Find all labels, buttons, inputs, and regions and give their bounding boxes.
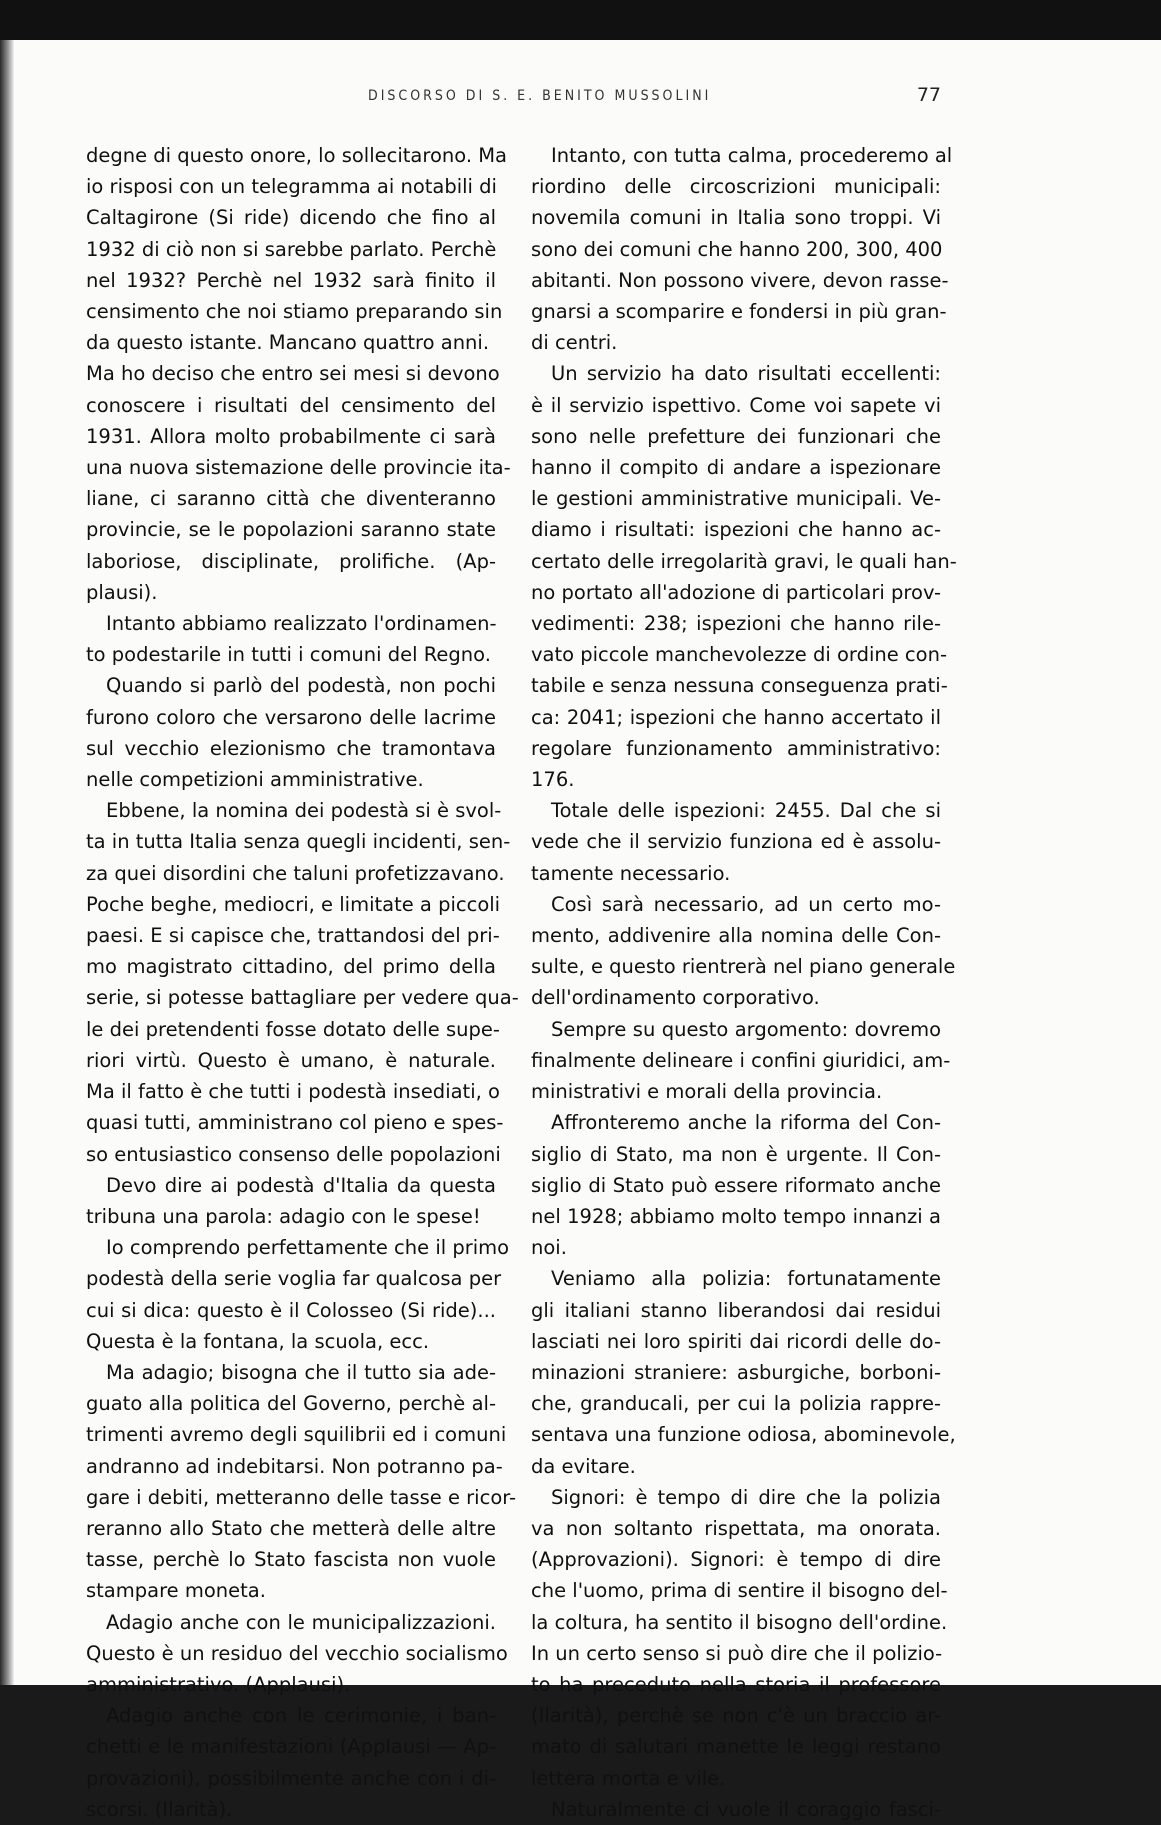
text-line: Un servizio ha dato risultati eccellenti: <box>551 362 941 386</box>
text-line: Intanto abbiamo realizzato l'ordinamen- <box>106 612 497 636</box>
text-line: regolare funzionamento amministrativo: <box>531 736 941 760</box>
text-line: 1931. Allora molto probabilmente ci sarà <box>86 424 496 448</box>
text-line: serie, si potesse battagliare per vedere qua- <box>86 986 519 1010</box>
text-line: siglio di Stato, ma non è urgente. Il Con- <box>531 1142 941 1166</box>
text-line: chetti e le manifestazioni (Applausi — Ap- <box>86 1735 496 1759</box>
text-line: noi. <box>531 1236 567 1260</box>
text-line: di centri. <box>531 331 618 355</box>
text-line: to ha preceduto nella storia il professore <box>531 1672 941 1696</box>
text-line: trimenti avremo degli squilibrii ed i comuni <box>86 1423 507 1447</box>
text-line: andranno ad indebitarsi. Non potranno pa- <box>86 1454 503 1478</box>
text-line: è il servizio ispettivo. Come voi sapete vi <box>531 393 941 417</box>
text-line: mato di salutari manette le leggi restano <box>531 1735 941 1759</box>
text-line: io risposi con un telegramma ai notabili di <box>86 175 497 199</box>
text-line: mo magistrato cittadino, del primo della <box>86 955 496 979</box>
text-line: siglio di Stato può essere riformato anche <box>531 1173 941 1197</box>
text-line: Questo è un residuo del vecchio socialismo <box>86 1641 508 1665</box>
text-line: lasciati nei loro spiriti dai ricordi delle do- <box>531 1329 941 1353</box>
text-line: ca: 2041; ispezioni che hanno accertato il <box>531 705 941 729</box>
scanned-page <box>0 40 1161 1821</box>
text-line: ta in tutta Italia senza quegli incidenti, sen- <box>86 830 511 854</box>
text-line: provincie, se le popolazioni saranno state <box>86 518 496 542</box>
text-line: Ma adagio; bisogna che il tutto sia ade- <box>106 1360 496 1384</box>
text-line: tribuna una parola: adagio con le spese! <box>86 1204 481 1228</box>
text-line: le gestioni amministrative municipali. Ve- <box>531 487 941 511</box>
text-line: riori virtù. Questo è umano, è naturale. <box>86 1048 496 1072</box>
text-line: Caltagirone (Si ride) dicendo che fino al <box>86 206 496 230</box>
text-line: amministrativo. (Applausi). <box>86 1672 351 1696</box>
text-line: 176. <box>531 768 575 792</box>
text-line: sentava una funzione odiosa, abominevole, <box>531 1423 956 1447</box>
text-line: Adagio anche con le municipalizzazioni. <box>106 1610 496 1634</box>
text-line: gnarsi a scomparire e fondersi in più gran- <box>531 300 947 324</box>
text-line: Quando si parlò del podestà, non pochi <box>106 674 496 698</box>
left-text-column <box>86 140 519 1825</box>
text-line: Poche beghe, mediocri, e limitate a piccoli <box>86 892 501 916</box>
text-line: Affronteremo anche la riforma del Con- <box>551 1111 941 1135</box>
text-line: gli italiani stanno liberandosi dai residui <box>531 1298 941 1322</box>
text-line: tabile e senza nessuna conseguenza prati- <box>531 674 948 698</box>
text-line: guato alla politica del Governo, perchè al- <box>86 1392 496 1416</box>
text-line: Io comprendo perfettamente che il primo <box>106 1236 510 1260</box>
text-line: Devo dire ai podestà d'Italia da questa <box>106 1173 496 1197</box>
text-line: tasse, perchè lo Stato fascista non vuole <box>86 1548 496 1572</box>
text-line: reranno allo Stato che metterà delle altre <box>86 1516 496 1540</box>
text-line: finalmente delineare i confini giuridici, am- <box>531 1048 951 1072</box>
text-line: plausi). <box>86 580 158 604</box>
text-line: che l'uomo, prima di sentire il bisogno del- <box>531 1579 948 1603</box>
text-line: Intanto, con tutta calma, procederemo al <box>551 144 953 167</box>
text-line: vede che il servizio funziona ed è assolu- <box>531 830 941 854</box>
text-line: una nuova sistemazione delle provincie ita- <box>86 456 511 480</box>
text-line: ministrativi e morali della provincia. <box>531 1080 883 1104</box>
scan-border <box>0 0 1161 40</box>
text-line: sulte, e questo rientrerà nel piano generale <box>531 955 956 979</box>
text-line: novemila comuni in Italia sono troppi. Vi <box>531 206 941 230</box>
text-line: so entusiastico consenso delle popolazioni <box>86 1142 501 1166</box>
text-line: Ebbene, la nomina dei podestà si è svol- <box>106 799 502 823</box>
text-line: Sempre su questo argomento: dovremo <box>551 1017 941 1041</box>
text-line: laboriose, disciplinate, prolifiche. (Ap- <box>86 549 496 573</box>
text-line: abitanti. Non possono vivere, devon rasse- <box>531 268 949 292</box>
text-line: hanno il compito di andare a ispezionare <box>531 456 941 480</box>
text-line: quasi tutti, amministrano col pieno e spes- <box>86 1111 504 1135</box>
text-line: Adagio anche con le cerimonie, i ban- <box>106 1704 496 1728</box>
text-line: nel 1932? Perchè nel 1932 sarà finito il <box>86 268 496 292</box>
text-line: diamo i risultati: ispezioni che hanno ac- <box>531 518 941 542</box>
text-line: riordino delle circoscrizioni municipali: <box>531 175 941 199</box>
page-number: 77 <box>916 84 941 106</box>
text-line: che, granducali, per cui la polizia rappre- <box>531 1392 941 1416</box>
text-line: lettera morta e vile. <box>531 1766 726 1790</box>
text-line: to podestarile in tutti i comuni del Regno. <box>86 643 491 667</box>
running-head: DISCORSO DI S. E. BENITO MUSSOLINI <box>368 88 712 104</box>
text-line: vato piccole manchevolezze di ordine con- <box>531 643 947 667</box>
text-line: Ma il fatto è che tutti i podestà insediati, o <box>86 1080 500 1104</box>
text-line: censimento che noi stiamo preparando sin <box>86 300 503 324</box>
text-line: Questa è la fontana, la scuola, ecc. <box>86 1329 430 1353</box>
text-line: da questo istante. Mancano quattro anni. <box>86 331 490 355</box>
text-line: Veniamo alla polizia: fortunatamente <box>551 1267 941 1291</box>
text-line: mento, addivenire alla nomina delle Con- <box>531 924 941 948</box>
text-line: conoscere i risultati del censimento del <box>86 393 496 417</box>
text-line: no portato all'adozione di particolari prov- <box>531 580 941 604</box>
text-line: dell'ordinamento corporativo. <box>531 986 820 1010</box>
text-line: liane, ci saranno città che diventeranno <box>86 487 496 511</box>
text-line: Signori: è tempo di dire che la polizia <box>551 1485 941 1509</box>
text-line: sono nelle prefetture dei funzionari che <box>531 424 941 448</box>
text-line: Così sarà necessario, ad un certo mo- <box>551 892 941 916</box>
text-line: da evitare. <box>531 1454 636 1478</box>
text-line: furono coloro che versarono delle lacrime <box>86 705 496 729</box>
text-line: minazioni straniere: asburgiche, borboni- <box>531 1360 941 1384</box>
text-line: paesi. E si capisce che, trattandosi del pri- <box>86 924 500 948</box>
text-line: sono dei comuni che hanno 200, 300, 400 <box>531 237 943 261</box>
text-line: la coltura, ha sentito il bisogno dell'ordine. <box>531 1610 948 1634</box>
text-line: Ma ho deciso che entro sei mesi si devono <box>86 362 500 386</box>
text-line: (Ilarità), perchè se non c'è un braccio ar- <box>531 1704 941 1728</box>
text-line: 1932 di ciò non si sarebbe parlato. Perchè <box>86 237 497 261</box>
text-line: scorsi. (Ilarità). <box>86 1797 233 1821</box>
text-line: za quei disordini che taluni profetizzavano. <box>86 861 505 885</box>
text-line: podestà della serie voglia far qualcosa per <box>86 1267 502 1291</box>
text-line: In un certo senso si può dire che il polizio- <box>531 1641 943 1665</box>
text-line: sul vecchio elezionismo che tramontava <box>86 736 496 760</box>
text-line: cui si dica: questo è il Colosseo (Si ride)... <box>86 1298 496 1322</box>
text-line: nel 1928; abbiamo molto tempo innanzi a <box>531 1204 941 1228</box>
text-line: Totale delle ispezioni: 2455. Dal che si <box>551 799 941 823</box>
text-line: provazioni), possibilmente anche con i di- <box>86 1766 496 1790</box>
page-header <box>0 82 1161 112</box>
right-text-column <box>531 140 957 1825</box>
text-line: gare i debiti, metteranno delle tasse e ricor- <box>86 1485 517 1509</box>
text-line: va non soltanto rispettata, ma onorata. <box>531 1516 941 1540</box>
text-line: tamente necessario. <box>531 861 731 885</box>
text-line: (Approvazioni). Signori: è tempo di dire <box>531 1548 941 1572</box>
text-line: certato delle irregolarità gravi, le quali han- <box>531 549 957 573</box>
text-line: nelle competizioni amministrative. <box>86 768 424 792</box>
text-line: le dei pretendenti fosse dotato delle supe- <box>86 1017 500 1041</box>
text-line: Naturalmente ci vuole il coraggio fasci- <box>551 1797 941 1821</box>
text-line: degne di questo onore, lo sollecitarono. Ma <box>86 144 508 167</box>
text-line: vedimenti: 238; ispezioni che hanno rile- <box>531 612 941 636</box>
text-line: stampare moneta. <box>86 1579 266 1603</box>
